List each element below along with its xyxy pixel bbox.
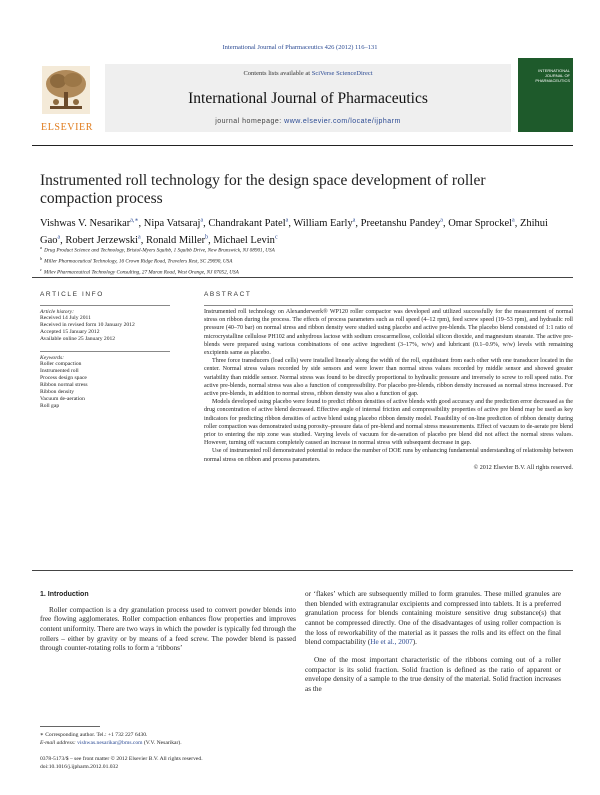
email-link[interactable]: vishwas.nesarikar@bms.com bbox=[77, 740, 143, 746]
affiliation-item bbox=[40, 244, 570, 255]
author-separator: , bbox=[138, 217, 144, 229]
affiliation-marker: b bbox=[40, 256, 43, 262]
keyword-item: Ribbon normal stress bbox=[40, 382, 88, 388]
body-paragraph: Roller compaction is a dry granulation process used to convert powder blends into free flowing agglomerates. Roller compaction enhances flow properties and improves content uniformity. There are two ways in which the powder is typically fed through the rollers – either by gravity or by means of a feed screw. The powder blend is passed through counter-rotating rolls to form a ‘ribbons’ bbox=[40, 605, 296, 653]
email-suffix: (V.V. Nesarikar). bbox=[142, 740, 182, 746]
homepage-link[interactable]: www.elsevier.com/locate/ijpharm bbox=[284, 118, 401, 125]
author-separator: , bbox=[203, 217, 209, 229]
author-separator: , bbox=[288, 217, 294, 229]
author-name[interactable]: Omar Sprockel bbox=[448, 217, 513, 229]
author-affiliation-marker[interactable]: a bbox=[57, 234, 61, 241]
abstract-paragraph: Three force transducers (load cells) were installed linearly along the width of the roll, equidistant from each other with one transducer located in the center. Normal stress values recorded by side sensors and were lower than normal stress values recorded by middle sensor and showed greater variability than middle sensor. Normal stress was found to be directly proportional to hydraulic pressure and inversely to screw to roll speed ratio. For active pre-blends, normal stress was also a function of compressibility. For placebo pre-blends, ribbon density increased as normal stress increased. For active pre-blends, in addition to normal stress, ribbon density was also a function of gap. bbox=[204, 358, 573, 398]
abstract-paragraph: Instrumented roll technology on Alexanderwerk® WP120 roller compactor was developed and utilized successfully for the measurement of normal stress on ribbon during the process. The effects of process parameters such as roll speed (4–12 rpm), feed screw speed (19–53 rpm), and hydraulic roll pressure (40–70 bar) on normal stress and ribbon density were studied using placebo and active pre-blends. The placebo blend consisted of 1:1 ratio of microcrystalline cellulose PH102 and anhydrous lactose with sodium croscarmellose, colloidal silicon dioxide, and magnesium stearate. The active pre-blends were prepared using various combinations of one active ingredient (3–17%, w/w) and lubricant (0.1–0.9%, w/w) levels with remaining excipients same as placebo. bbox=[204, 309, 573, 357]
journal-banner bbox=[105, 64, 511, 132]
body-column-left bbox=[40, 590, 296, 654]
issn-line: 0378-5173/$ – see front matter © 2012 Elsevier B.V. All rights reserved. bbox=[40, 756, 203, 762]
abstract-paragraph: Use of instrumented roll demonstrated potential to reduce the number of DOE runs by enhancing fundamental understanding of relationship between normal stress on ribbon and process parameters. bbox=[204, 448, 573, 463]
keyword-item: Process design space bbox=[40, 375, 87, 381]
abstract-copyright: © 2012 Elsevier B.V. All rights reserved. bbox=[473, 464, 573, 471]
masthead-divider bbox=[32, 145, 573, 146]
email-line bbox=[40, 739, 296, 747]
affiliation-item bbox=[40, 255, 570, 266]
history-item: Accepted 15 January 2012 bbox=[40, 329, 100, 335]
abstract-body bbox=[204, 308, 573, 472]
doi-line: doi:10.1016/j.ijpharm.2012.01.032 bbox=[40, 764, 119, 770]
author-list bbox=[40, 213, 570, 248]
author-separator: , bbox=[355, 217, 361, 229]
author-affiliation-marker[interactable]: a bbox=[285, 217, 289, 223]
article-info bbox=[40, 291, 170, 410]
affiliation-text: Miller Pharmaceutical Technology, 16 Crown Ridge Road, Travelers Rest, SC 29690, USA bbox=[44, 258, 233, 265]
body-paragraph: One of the most important characteristic of the ribbons coming out of a roller compactor is its solid fraction. Solid fraction is defined as the ratio of apparent or envelope density of a sample to the true density of the material. Solid fraction increases as the bbox=[305, 655, 561, 693]
keyword-item: Vacuum de-aeration bbox=[40, 396, 85, 402]
body-paragraph bbox=[305, 590, 561, 648]
author-separator: , bbox=[442, 217, 449, 229]
history-list bbox=[40, 315, 170, 343]
journal-title: International Journal of Pharmaceutics bbox=[188, 90, 428, 107]
author-name[interactable]: Nipa Vatsaraj bbox=[143, 217, 201, 229]
cover-text-line: JOURNAL OF bbox=[544, 73, 570, 78]
footnotes bbox=[40, 726, 296, 747]
author-name[interactable]: Vishwas V. Nesarikar bbox=[40, 217, 131, 229]
affiliation-marker: c bbox=[40, 267, 42, 273]
journal-cover-image bbox=[518, 58, 573, 132]
author-name[interactable]: Robert Jerzewski bbox=[65, 235, 139, 246]
affiliation-text: Drug Product Science and Technology, Bristol-Myers Squibb, 1 Squibb Drive, New Brunswick, NJ 08901, USA bbox=[44, 247, 275, 254]
author-affiliation-marker[interactable]: a,∗ bbox=[130, 217, 139, 223]
author-affiliation-marker[interactable]: a bbox=[138, 234, 141, 241]
keyword-item: Ribbon density bbox=[40, 389, 75, 395]
journal-citation: International Journal of Pharmaceutics 426 (2012) 116–131 bbox=[222, 44, 378, 51]
author-affiliation-marker[interactable]: a bbox=[440, 217, 443, 223]
section-heading: 1. Introduction bbox=[40, 591, 89, 598]
author-name[interactable]: Michael Levin bbox=[213, 235, 275, 246]
affiliation-divider bbox=[32, 277, 573, 278]
front-matter-info bbox=[40, 755, 296, 771]
journal-masthead bbox=[32, 58, 573, 138]
affiliations bbox=[40, 244, 570, 278]
history-item: Available online 25 January 2012 bbox=[40, 336, 116, 342]
keyword-item: Roller compaction bbox=[40, 361, 82, 367]
history-label: Article history: bbox=[40, 309, 75, 315]
reference-link[interactable]: He et al., 2007 bbox=[370, 638, 413, 647]
body-text: or ‘flakes’ which are subsequently milled to form granules. These milled granules are then blended with extragranular excipients and compressed into tablets. It is a preferred granulation process for blends containing moisture sensitive drug substance(s) that cannot be compressed directly. One of the disadvantages of using roller compaction is the loss of reworkability of the material as it passes the rolls and its effect on the final blend compactability ( bbox=[305, 590, 561, 647]
author-affiliation-marker[interactable]: a bbox=[200, 217, 204, 223]
keyword-item: Instrumented roll bbox=[40, 368, 79, 374]
article-info-heading: ARTICLE INFO bbox=[40, 291, 104, 298]
contents-prefix: Contents lists available at bbox=[243, 70, 312, 77]
email-label: E-mail address: bbox=[40, 740, 78, 746]
abstract-paragraph: Models developed using placebo were found to predict ribbon densities of active blends with good accuracy and the prediction error decreased as the drug concentration of active blend decreased. Effective angle of internal friction and compressibility properties of active pre blend may be used as key indicators for predicting ribbon densities of active blend using placebo ribbon density model. Feasibility of on-line prediction of ribbon density during roller compaction was demonstrated using porosity–pressure data of pre-blend and normal stress measurements. Effect of vacuum to de-aerate pre blend prior to entering the nip zone was studied. Varying levels of vacuum for de-aeration of placebo pre blend did not affect the normal stress values. However, turning off vacuum completely caused an increase in normal stress with subsequent decrease in gap. bbox=[204, 399, 573, 447]
author-separator: , bbox=[208, 235, 214, 246]
sciencedirect-link[interactable]: SciVerse ScienceDirect bbox=[311, 70, 373, 77]
affiliation-marker: a bbox=[40, 245, 43, 250]
article-title: Instrumented roll technology for the design space development of roller compaction process bbox=[40, 172, 486, 207]
keywords-label: Keywords: bbox=[40, 355, 65, 361]
history-item: Received 14 July 2011 bbox=[40, 315, 91, 321]
abstract-divider bbox=[32, 570, 573, 571]
author-affiliation-marker[interactable]: c bbox=[274, 234, 278, 241]
author-affiliation-marker[interactable]: a bbox=[512, 217, 515, 223]
author-name[interactable]: William Early bbox=[293, 217, 353, 229]
body-column-right bbox=[305, 590, 561, 695]
author-name[interactable]: Chandrakant Patel bbox=[208, 217, 286, 229]
author-affiliation-marker[interactable]: a bbox=[352, 217, 356, 223]
journal-homepage bbox=[105, 118, 511, 125]
abstract bbox=[204, 291, 573, 472]
affiliation-text: Milev Pharmaceutical Technology Consulting, 27 Maran Road, West Orange, NJ 07052, USA bbox=[43, 270, 239, 277]
keywords-list bbox=[40, 361, 170, 410]
keyword-item: Roll gap bbox=[40, 403, 60, 409]
body-text: ). bbox=[412, 638, 417, 647]
homepage-prefix: journal homepage: bbox=[215, 118, 285, 125]
elsevier-tree-icon bbox=[42, 66, 90, 114]
cover-text-line: INTERNATIONAL bbox=[538, 68, 570, 73]
author-name[interactable]: Zhihui Gao bbox=[40, 217, 548, 246]
cover-text-line: PHARMACEUTICS bbox=[535, 78, 570, 83]
author-affiliation-marker[interactable]: b bbox=[205, 234, 209, 241]
corresponding-author: ∗ Corresponding author. Tel.: +1 732 227 6430. bbox=[40, 732, 148, 738]
cover-text bbox=[535, 68, 570, 83]
author-separator: , bbox=[60, 235, 66, 246]
history-item: Received in revised form 10 January 2012 bbox=[40, 322, 135, 328]
publisher-name: ELSEVIER bbox=[40, 122, 94, 133]
elsevier-logo bbox=[32, 64, 98, 132]
author-separator: , bbox=[514, 217, 520, 229]
author-name[interactable]: Preetanshu Pandey bbox=[360, 217, 441, 229]
author-name[interactable]: Ronald Miller bbox=[145, 235, 206, 246]
contents-line bbox=[105, 70, 511, 77]
author-separator: , bbox=[140, 235, 146, 246]
abstract-heading: ABSTRACT bbox=[204, 291, 252, 298]
